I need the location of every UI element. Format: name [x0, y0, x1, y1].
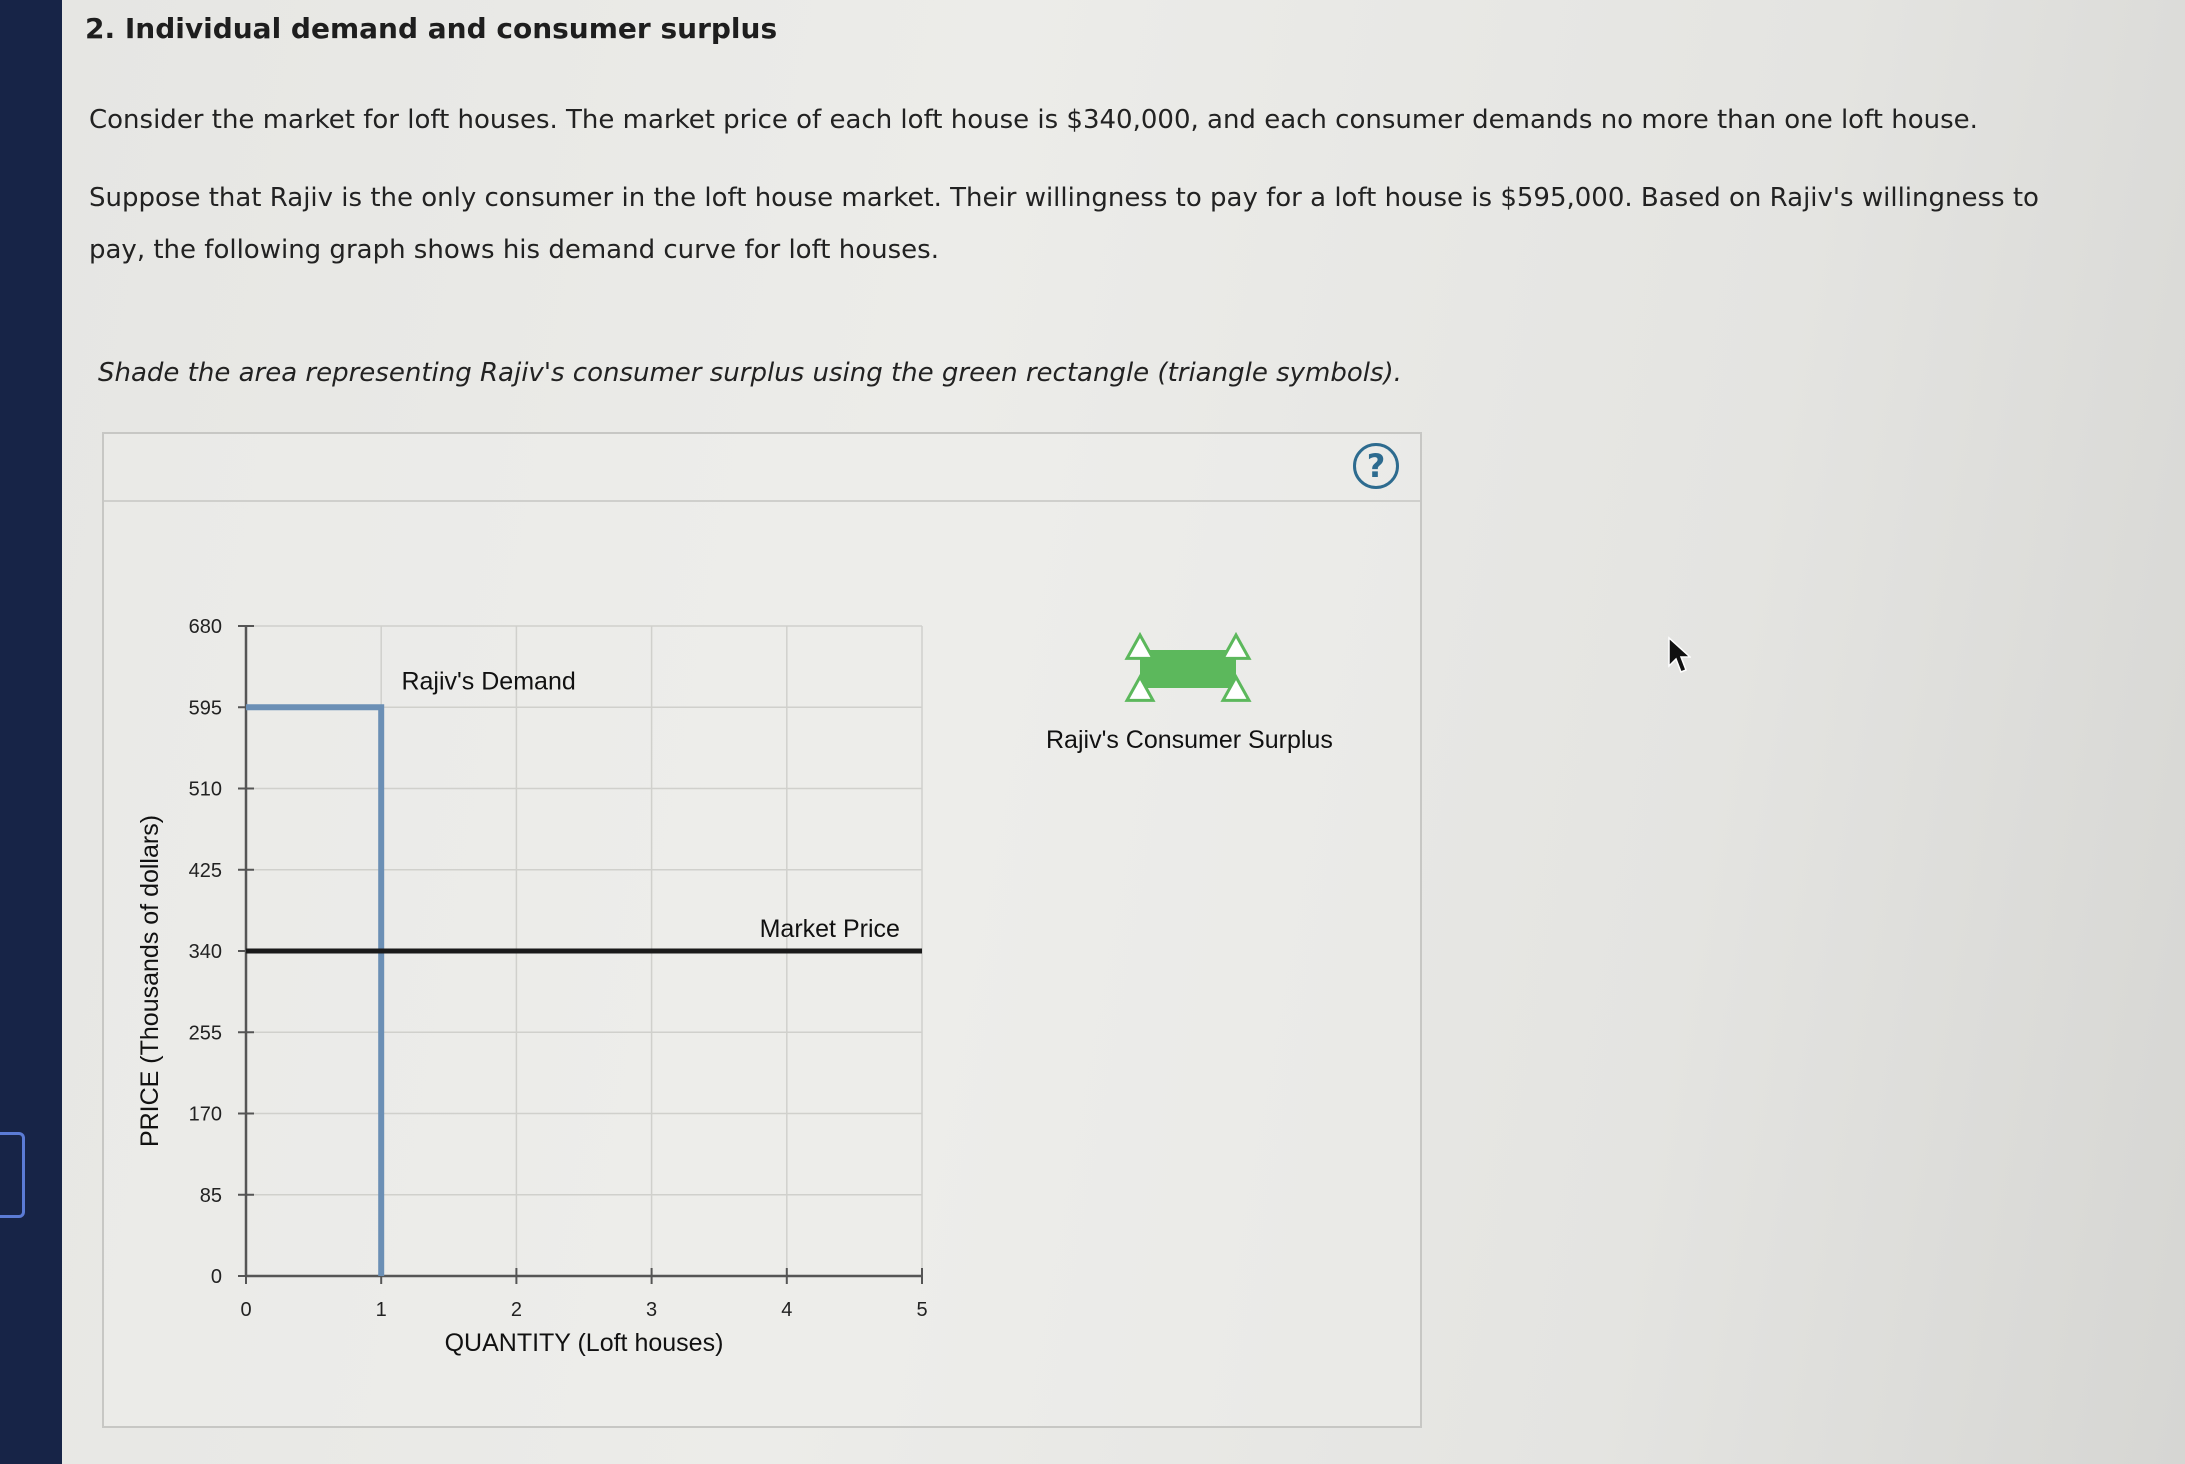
consumer-surplus-tool-label: Rajiv's Consumer Surplus — [1046, 726, 1333, 754]
demand-label: Rajiv's Demand — [401, 667, 576, 696]
y-tick-label: 340 — [188, 941, 222, 963]
y-tick-label: 510 — [188, 778, 222, 801]
y-tick-label: 0 — [210, 1266, 222, 1288]
question-paragraph-2-line-1: Suppose that Rajiv is the only consumer in the loft house market. Their willingness to pay for a loft house is $595,000. Based on Rajiv's willingness to — [89, 183, 2039, 213]
y-tick-label: 255 — [188, 1022, 222, 1045]
x-axis-title: QUANTITY (Loft houses) — [444, 1329, 724, 1357]
x-tick-label: 1 — [375, 1299, 387, 1321]
y-tick-label: 425 — [188, 859, 222, 882]
question-paragraph-2-line-2: pay, the following graph shows his demand curve for loft houses. — [89, 235, 939, 265]
y-tick-label: 595 — [188, 697, 222, 720]
x-tick-label: 5 — [916, 1299, 928, 1321]
help-button[interactable]: ? — [1353, 443, 1399, 489]
question-paragraph-1: Consider the market for loft houses. The market price of each loft house is $340,000, and each consumer demands no more than one loft house. — [89, 105, 1978, 135]
chart-labels — [136, 616, 928, 1357]
surplus-tool[interactable] — [1127, 635, 1249, 700]
y-tick-label: 85 — [199, 1184, 222, 1207]
y-tick-label: 170 — [188, 1103, 222, 1126]
chart-axes — [238, 626, 922, 1284]
chart-series — [246, 707, 922, 1276]
surplus-tool-rectangle[interactable] — [1140, 650, 1236, 688]
mouse-pointer-icon — [1667, 636, 1691, 676]
triangle-handle-icon[interactable] — [1223, 635, 1249, 658]
x-tick-label: 4 — [781, 1299, 793, 1321]
x-tick-label: 0 — [240, 1299, 252, 1321]
market-price-label: Market Price — [759, 915, 900, 943]
question-title: 2. Individual demand and consumer surplus — [85, 12, 778, 45]
x-tick-label: 3 — [646, 1299, 658, 1321]
demand-curve — [246, 707, 381, 1276]
triangle-handle-icon[interactable] — [1127, 635, 1153, 658]
y-axis-title: PRICE (Thousands of dollars) — [136, 814, 164, 1148]
shading-instruction: Shade the area representing Rajiv's consumer surplus using the green rectangle (triangle symbols). — [98, 358, 1402, 388]
x-tick-label: 2 — [510, 1299, 522, 1321]
y-tick-label: 680 — [188, 616, 222, 638]
